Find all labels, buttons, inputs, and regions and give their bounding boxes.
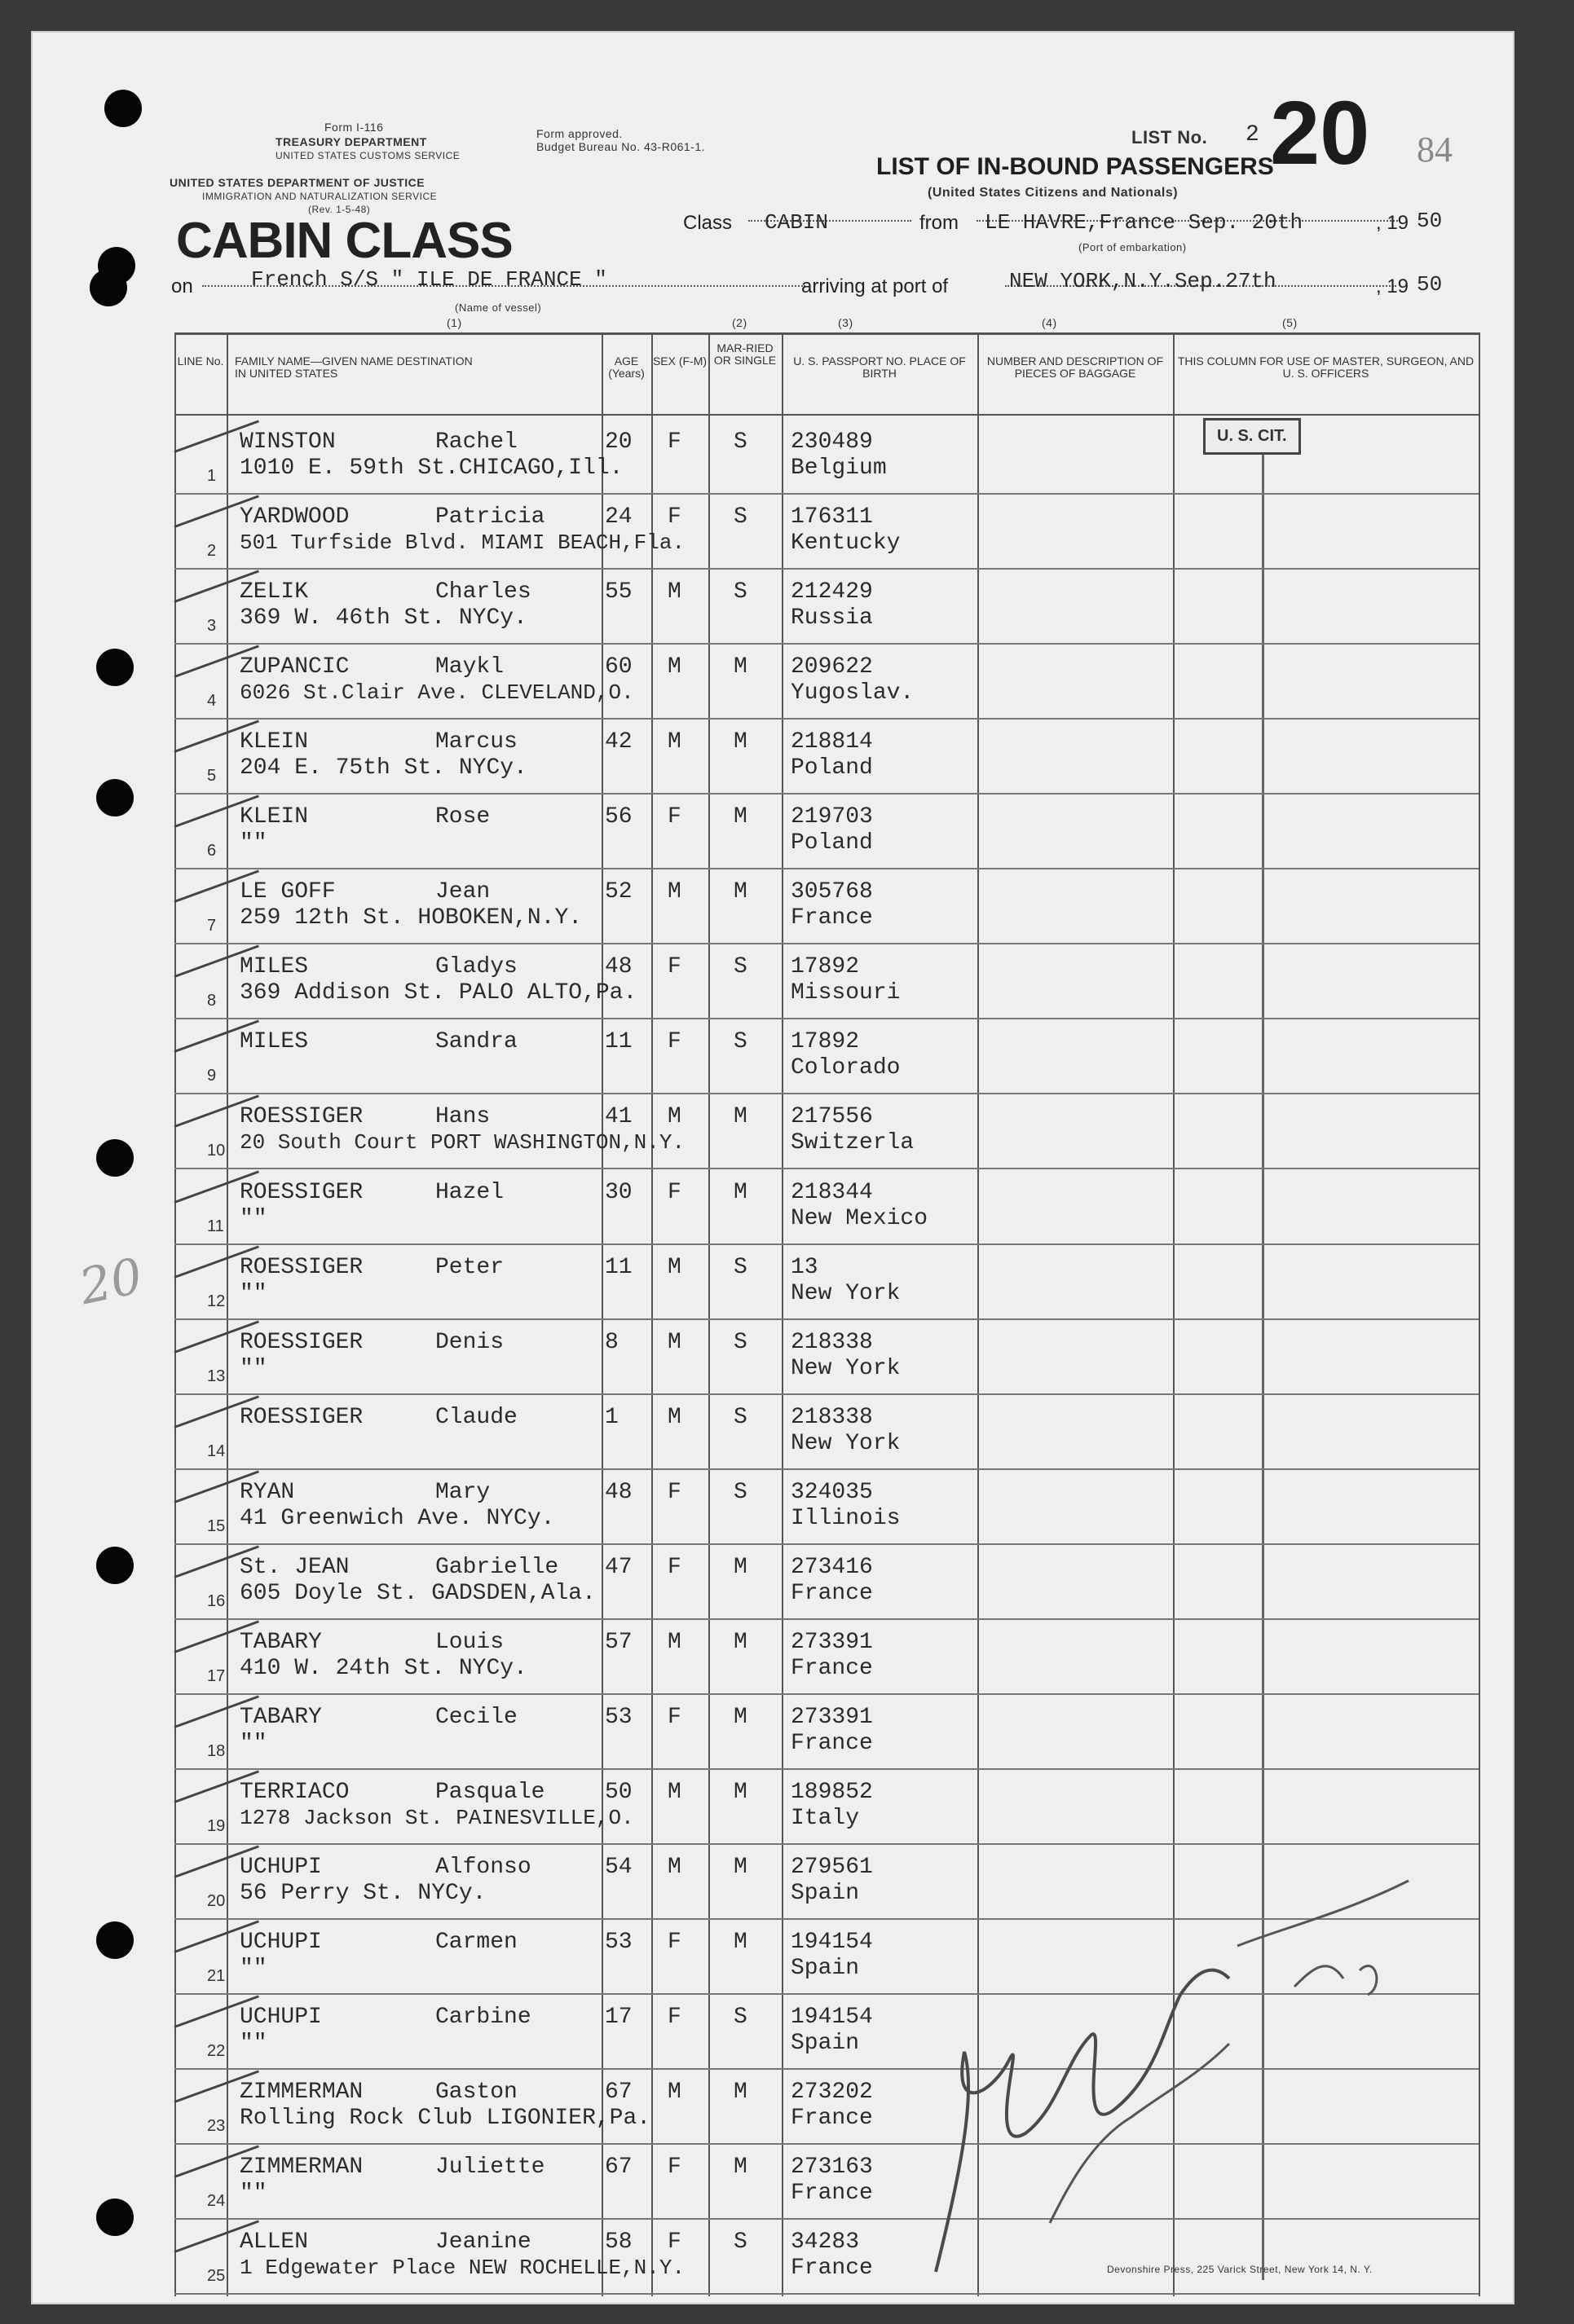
age: 53 [605, 1704, 633, 1730]
column-number: (2) [732, 316, 747, 329]
family-name: ROESSIGER [240, 1254, 364, 1280]
place-of-birth: Kentucky [791, 530, 901, 557]
place-of-birth: France [791, 2106, 873, 2132]
destination-address: "" [240, 830, 267, 856]
column-number: (3) [838, 316, 853, 329]
sex: F [668, 1930, 681, 1955]
port-caption: (Port of embarkation) [1078, 241, 1187, 253]
passport-number: 34283 [791, 2229, 860, 2256]
place-of-birth: Russia [791, 605, 873, 632]
line-number: 13 [207, 1367, 226, 1385]
destination-address: "" [240, 1956, 267, 1981]
marital-status: M [734, 1704, 747, 1730]
place-of-birth: France [791, 2256, 873, 2282]
us-citizen-stamp: U. S. CIT. [1203, 418, 1301, 455]
destination-address: 369 Addison St. PALO ALTO,Pa. [240, 980, 637, 1006]
passport-number: 218338 [791, 1329, 873, 1355]
passport-number: 218338 [791, 1404, 873, 1430]
passport-number: 218344 [791, 1179, 873, 1205]
family-name: ALLEN [240, 2229, 309, 2256]
given-name: Mary [435, 1479, 491, 1505]
table-row [174, 943, 1479, 1019]
age: 11 [605, 1029, 633, 1055]
given-name: Alfonso [435, 1854, 531, 1880]
list-number-stamp: 20 [1270, 83, 1370, 183]
marital-status: M [734, 1779, 747, 1805]
family-name: ZIMMERMAN [240, 2155, 364, 2181]
page-mark: 84 [1417, 130, 1453, 169]
destination-address: 1278 Jackson St. PAINESVILLE,O. [240, 1805, 634, 1830]
table-row [174, 1468, 1479, 1544]
col-header-baggage: NUMBER AND DESCRIPTION OF PIECES OF BAGGAGE [986, 354, 1164, 380]
line-number: 15 [207, 1516, 226, 1535]
table-row [174, 1093, 1479, 1169]
marital-status: S [734, 1479, 747, 1505]
col-header-name: FAMILY NAME—GIVEN NAME DESTINATION IN UNITED STATES [235, 354, 473, 380]
line-number: 8 [207, 992, 217, 1010]
from-value: LE HAVRE,France Sep. 20th [985, 210, 1303, 235]
place-of-birth: New York [791, 1430, 901, 1456]
on-label: on [171, 275, 193, 297]
col-header-age: AGE (Years) [608, 354, 645, 380]
table-row [174, 1018, 1479, 1094]
table-row [174, 418, 1479, 494]
family-name: KLEIN [240, 804, 309, 830]
passport-number: 176311 [791, 504, 873, 530]
destination-address: 501 Turfside Blvd. MIAMI BEACH,Fla. [240, 530, 686, 556]
column-number: (1) [447, 316, 462, 329]
punch-hole [96, 1139, 134, 1177]
family-name: RYAN [240, 1479, 295, 1505]
given-name: Jean [435, 879, 491, 905]
given-name: Cecile [435, 1704, 518, 1730]
line-number: 12 [207, 1292, 226, 1310]
sex: M [668, 579, 681, 605]
place-of-birth: Colorado [791, 1055, 901, 1081]
line-number: 4 [207, 692, 217, 711]
punch-hole [96, 649, 134, 686]
given-name: Maykl [435, 654, 505, 680]
table-row [174, 1543, 1479, 1619]
age: 20 [605, 429, 633, 455]
marital-status: S [734, 579, 747, 605]
table-row [174, 1243, 1479, 1319]
sex: M [668, 654, 681, 680]
line-number: 14 [207, 1441, 226, 1460]
family-name: YARDWOOD [240, 504, 350, 530]
list-title: LIST OF IN-BOUND PASSENGERS [876, 153, 1274, 180]
age: 47 [605, 1554, 633, 1580]
destination-address: 1010 E. 59th St.CHICAGO,Ill. [240, 456, 624, 481]
customs-service: UNITED STATES CUSTOMS SERVICE [276, 150, 461, 161]
family-name: ROESSIGER [240, 1104, 364, 1130]
given-name: Jeanine [435, 2229, 531, 2256]
sex: F [668, 2155, 681, 2181]
line-number: 16 [207, 1591, 226, 1610]
marital-status: M [734, 1629, 747, 1655]
passport-number: 17892 [791, 1029, 860, 1055]
family-name: LE GOFF [240, 879, 336, 905]
given-name: Gladys [435, 954, 518, 980]
sex: M [668, 1104, 681, 1130]
line-number: 22 [207, 2042, 226, 2061]
destination-address: 259 12th St. HOBOKEN,N.Y. [240, 905, 583, 931]
punch-hole [104, 90, 142, 127]
passport-number: 273202 [791, 2080, 873, 2106]
age: 42 [605, 729, 633, 755]
vessel-caption: (Name of vessel) [455, 302, 542, 314]
destination-address: "" [240, 2031, 267, 2057]
marital-status: M [734, 879, 747, 905]
treasury-department: TREASURY DEPARTMENT [276, 135, 427, 148]
margin-handwritten-mark: 20 [74, 1247, 148, 1317]
table-row [174, 643, 1479, 719]
col-header-sex: SEX (F-M) [652, 354, 708, 368]
passport-number: 219703 [791, 804, 873, 830]
class-value: CABIN [765, 210, 829, 235]
place-of-birth: Illinois [791, 1505, 901, 1531]
line-number: 25 [207, 2267, 226, 2286]
passport-number: 212429 [791, 579, 873, 605]
table-row [174, 793, 1479, 869]
line-number: 3 [207, 617, 217, 636]
sex: M [668, 1629, 681, 1655]
marital-status: M [734, 1179, 747, 1205]
family-name: St. JEAN [240, 1554, 350, 1580]
family-name: TABARY [240, 1629, 322, 1655]
line-number: 11 [207, 1217, 224, 1235]
age: 50 [605, 1779, 633, 1805]
passport-number: 209622 [791, 654, 873, 680]
marital-status: S [734, 504, 747, 530]
age: 24 [605, 504, 633, 530]
sex: F [668, 1029, 681, 1055]
marital-status: S [734, 954, 747, 980]
printer-credit: Devonshire Press, 225 Varick Street, New York 14, N. Y. [1107, 2264, 1373, 2275]
line-number: 23 [207, 2117, 226, 2136]
marital-status: M [734, 654, 747, 680]
punch-hole [96, 1921, 134, 1959]
age: 58 [605, 2229, 633, 2256]
list-no-label: LIST No. [1131, 127, 1208, 147]
passport-number: 273416 [791, 1554, 873, 1580]
table-row [174, 1618, 1479, 1694]
family-name: MILES [240, 954, 309, 980]
sex: F [668, 2229, 681, 2256]
immigration-service: IMMIGRATION AND NATURALIZATION SERVICE [202, 191, 438, 202]
age: 57 [605, 1629, 633, 1655]
marital-status: M [734, 2155, 747, 2181]
passport-number: 324035 [791, 1479, 873, 1505]
sex: F [668, 954, 681, 980]
sex: F [668, 1704, 681, 1730]
line-number: 19 [207, 1816, 226, 1835]
line-number: 20 [207, 1891, 226, 1910]
given-name: Juliette [435, 2155, 545, 2181]
family-name: ZUPANCIC [240, 654, 350, 680]
table-row [174, 1318, 1479, 1394]
line-number: 17 [207, 1666, 226, 1685]
list-no-typed: 2 [1246, 122, 1259, 147]
line-number: 24 [207, 2192, 226, 2211]
given-name: Peter [435, 1254, 505, 1280]
destination-address: 204 E. 75th St. NYCy. [240, 755, 527, 781]
destination-address: 56 Perry St. NYCy. [240, 1880, 487, 1906]
sex: M [668, 1779, 681, 1805]
line-number: 2 [207, 542, 217, 561]
sex: F [668, 1554, 681, 1580]
destination-address: "" [240, 1280, 267, 1306]
place-of-birth: Spain [791, 1956, 860, 1981]
marital-status: M [734, 1930, 747, 1955]
passport-number: 230489 [791, 429, 873, 455]
destination-address: "" [240, 1355, 267, 1381]
line-number: 1 [207, 467, 217, 485]
passport-number: 305768 [791, 879, 873, 905]
passport-number: 189852 [791, 1779, 873, 1805]
age: 30 [605, 1179, 633, 1205]
sex: F [668, 804, 681, 830]
cabin-class-title: CABIN CLASS [176, 213, 513, 269]
punch-hole [96, 1547, 134, 1584]
table-row [174, 868, 1479, 944]
given-name: Rachel [435, 429, 518, 455]
family-name: MILES [240, 1029, 309, 1055]
table-row [174, 1393, 1479, 1469]
given-name: Carmen [435, 1930, 518, 1955]
passport-number: 218814 [791, 729, 873, 755]
year-prefix: , 19 [1376, 212, 1409, 234]
year2-prefix: , 19 [1376, 275, 1409, 297]
marital-status: S [734, 2229, 747, 2256]
given-name: Denis [435, 1329, 505, 1355]
given-name: Charles [435, 579, 531, 605]
passport-number: 279561 [791, 1854, 873, 1880]
marital-status: M [734, 1854, 747, 1880]
family-name: KLEIN [240, 729, 309, 755]
age: 17 [605, 2005, 633, 2031]
place-of-birth: New Mexico [791, 1205, 928, 1231]
handwritten-signature [887, 1848, 1474, 2304]
place-of-birth: Belgium [791, 456, 887, 481]
age: 48 [605, 1479, 633, 1505]
sex: F [668, 504, 681, 530]
destination-address: 605 Doyle St. GADSDEN,Ala. [240, 1580, 596, 1606]
destination-address: 410 W. 24th St. NYCy. [240, 1655, 527, 1681]
place-of-birth: France [791, 2181, 873, 2207]
family-name: UCHUPI [240, 2005, 322, 2031]
budget-bureau: Budget Bureau No. 43-R061-1. [536, 140, 706, 153]
age: 11 [605, 1254, 633, 1280]
revision: (Rev. 1-5-48) [308, 204, 371, 215]
form-number: Form I-116 [324, 121, 384, 134]
family-name: ZELIK [240, 579, 309, 605]
table-row [174, 1169, 1479, 1244]
marital-status: M [734, 804, 747, 830]
column-number: (5) [1282, 316, 1298, 329]
punch-hole [96, 779, 134, 816]
column-number: (4) [1042, 316, 1057, 329]
sex: F [668, 429, 681, 455]
line-number: 5 [207, 767, 217, 786]
age: 54 [605, 1854, 633, 1880]
family-name: ROESSIGER [240, 1179, 364, 1205]
family-name: TABARY [240, 1704, 322, 1730]
given-name: Rose [435, 804, 491, 830]
line-number: 10 [207, 1142, 226, 1160]
place-of-birth: Yugoslav. [791, 680, 915, 706]
sex: F [668, 1179, 681, 1205]
family-name: ROESSIGER [240, 1329, 364, 1355]
age: 53 [605, 1930, 633, 1955]
destination-address: "" [240, 1730, 267, 1756]
destination-address: "" [240, 1205, 267, 1231]
age: 8 [605, 1329, 619, 1355]
age: 67 [605, 2155, 633, 2181]
line-number: 6 [207, 842, 217, 860]
line-number: 21 [207, 1967, 226, 1985]
sex: M [668, 1329, 681, 1355]
place-of-birth: New York [791, 1355, 901, 1381]
marital-status: S [734, 2005, 747, 2031]
year2-value: 50 [1417, 272, 1443, 297]
col-header-passport: U. S. PASSPORT NO. PLACE OF BIRTH [793, 354, 966, 380]
sex: M [668, 2080, 681, 2106]
place-of-birth: France [791, 1580, 873, 1606]
sex: M [668, 1854, 681, 1880]
given-name: Sandra [435, 1029, 518, 1055]
place-of-birth: France [791, 1730, 873, 1756]
form-approved: Form approved. [536, 127, 623, 140]
arriving-value: NEW YORK,N.Y.Sep.27th [1009, 269, 1276, 293]
place-of-birth: France [791, 905, 873, 931]
marital-status: S [734, 1029, 747, 1055]
table-row [174, 1768, 1479, 1844]
vessel-value: French S/S " ILE DE FRANCE " [251, 267, 607, 292]
place-of-birth: New York [791, 1280, 901, 1306]
col-header-married: MAR-RIED OR SINGLE [713, 341, 777, 367]
col-header-officers: THIS COLUMN FOR USE OF MASTER, SURGEON, AND U. S. OFFICERS [1177, 354, 1475, 380]
year-value: 50 [1417, 209, 1443, 233]
passport-number: 194154 [791, 2005, 873, 2031]
age: 67 [605, 2080, 633, 2106]
family-name: ROESSIGER [240, 1404, 364, 1430]
table-row [174, 493, 1479, 569]
destination-address: "" [240, 2181, 267, 2207]
passport-number: 273391 [791, 1704, 873, 1730]
family-name: ZIMMERMAN [240, 2080, 364, 2106]
line-number: 9 [207, 1067, 217, 1085]
sex: M [668, 729, 681, 755]
destination-address: 1 Edgewater Place NEW ROCHELLE,N.Y. [240, 2256, 686, 2281]
age: 56 [605, 804, 633, 830]
given-name: Pasquale [435, 1779, 545, 1805]
place-of-birth: Poland [791, 830, 873, 856]
col-header-line: LINE No. [177, 354, 224, 368]
punch-hole [96, 2199, 134, 2236]
passport-number: 273391 [791, 1629, 873, 1655]
sex: F [668, 2005, 681, 2031]
line-number: 18 [207, 1741, 226, 1760]
passport-number: 13 [791, 1254, 818, 1280]
family-name: WINSTON [240, 429, 336, 455]
place-of-birth: Italy [791, 1805, 860, 1831]
given-name: Hazel [435, 1179, 505, 1205]
sex: M [668, 1254, 681, 1280]
given-name: Marcus [435, 729, 518, 755]
justice-department: UNITED STATES DEPARTMENT OF JUSTICE [170, 176, 425, 189]
passport-number: 17892 [791, 954, 860, 980]
passport-number: 217556 [791, 1104, 873, 1130]
destination-address: 369 W. 46th St. NYCy. [240, 605, 527, 632]
list-subtitle: (United States Citizens and Nationals) [928, 186, 1179, 200]
passport-number: 273163 [791, 2155, 873, 2181]
table-row [174, 1693, 1479, 1769]
age: 1 [605, 1404, 619, 1430]
given-name: Patricia [435, 504, 545, 530]
arriving-label: arriving at port of [801, 275, 949, 297]
given-name: Hans [435, 1104, 491, 1130]
given-name: Gaston [435, 2080, 518, 2106]
place-of-birth: France [791, 1655, 873, 1681]
sex: M [668, 879, 681, 905]
destination-address: 20 South Court PORT WASHINGTON,N.Y. [240, 1130, 686, 1155]
place-of-birth: Poland [791, 755, 873, 781]
marital-status: M [734, 1554, 747, 1580]
table-row [174, 568, 1479, 644]
marital-status: M [734, 729, 747, 755]
family-name: TERRIACO [240, 1779, 350, 1805]
passport-number: 194154 [791, 1930, 873, 1955]
age: 52 [605, 879, 633, 905]
sex: F [668, 1479, 681, 1505]
place-of-birth: Spain [791, 2031, 860, 2057]
from-label: from [919, 212, 959, 234]
sex: M [668, 1404, 681, 1430]
given-name: Louis [435, 1629, 505, 1655]
place-of-birth: Missouri [791, 980, 901, 1006]
given-name: Gabrielle [435, 1554, 559, 1580]
marital-status: M [734, 2080, 747, 2106]
marital-status: S [734, 1404, 747, 1430]
destination-address: 6026 St.Clair Ave. CLEVELAND,O. [240, 680, 634, 706]
family-name: UCHUPI [240, 1930, 322, 1955]
class-label: Class [683, 212, 733, 234]
marital-status: M [734, 1104, 747, 1130]
family-name: UCHUPI [240, 1854, 322, 1880]
marital-status: S [734, 1254, 747, 1280]
marital-status: S [734, 1329, 747, 1355]
punch-hole [98, 247, 135, 284]
given-name: Claude [435, 1404, 518, 1430]
age: 60 [605, 654, 633, 680]
destination-address: Rolling Rock Club LIGONIER,Pa. [240, 2106, 651, 2132]
age: 55 [605, 579, 633, 605]
destination-address: 41 Greenwich Ave. NYCy. [240, 1505, 555, 1531]
marital-status: S [734, 429, 747, 455]
place-of-birth: Switzerla [791, 1130, 915, 1156]
place-of-birth: Spain [791, 1880, 860, 1906]
given-name: Carbine [435, 2005, 531, 2031]
age: 41 [605, 1104, 633, 1130]
line-number: 7 [207, 917, 217, 935]
age: 48 [605, 954, 633, 980]
table-row [174, 718, 1479, 794]
manifest-page [31, 31, 1514, 2304]
